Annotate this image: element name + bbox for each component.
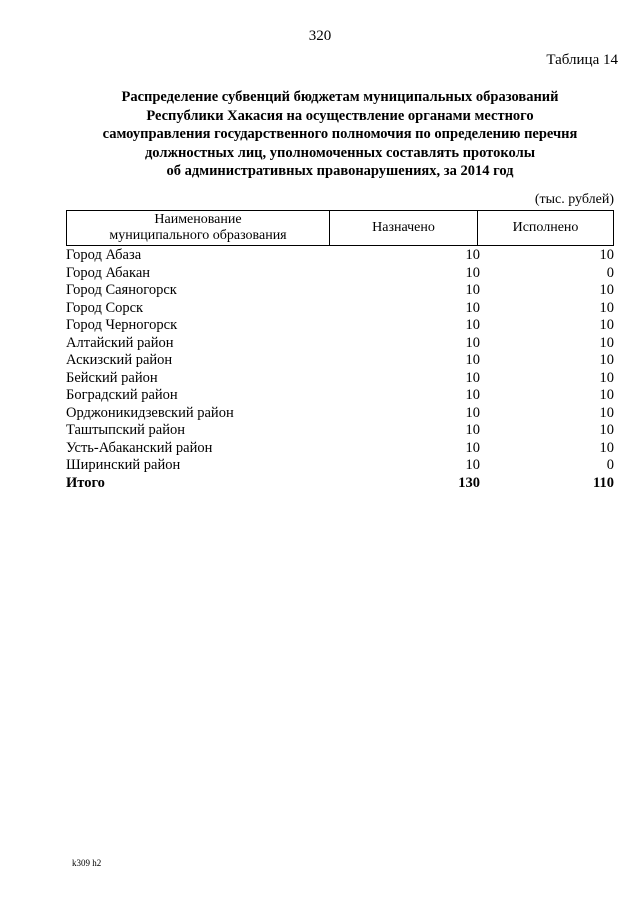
table-row — [66, 335, 614, 353]
row-name: Усть-Абаканский район — [66, 439, 213, 456]
row-assigned: 10 — [465, 422, 480, 438]
row-done: 10 — [599, 439, 614, 456]
row-assigned: 10 — [465, 299, 480, 316]
table-body — [66, 247, 614, 492]
row-done: 10 — [599, 404, 614, 421]
row-name: Город Абаза — [66, 247, 142, 263]
row-name: Город Саяногорск — [66, 282, 177, 298]
table-label: Таблица 14 — [546, 52, 618, 68]
row-done: 10 — [599, 387, 614, 403]
table-row — [66, 317, 614, 335]
row-name: Бейский район — [66, 369, 158, 386]
header-name-line-2: муниципального образования — [109, 228, 287, 243]
table-row — [66, 300, 614, 318]
table-header — [66, 210, 614, 246]
row-assigned: 10 — [465, 404, 480, 421]
row-name: Орджоникидзевский район — [66, 404, 234, 421]
row-name: Алтайский район — [66, 334, 174, 351]
total-name: Итого — [66, 474, 105, 491]
table-row — [66, 247, 614, 265]
table-row — [66, 282, 614, 300]
table-row — [66, 440, 614, 458]
row-done: 10 — [599, 369, 614, 386]
table-row — [66, 405, 614, 423]
row-done: 10 — [599, 422, 614, 438]
document-title — [40, 88, 640, 181]
table-row — [66, 370, 614, 388]
row-assigned: 10 — [465, 317, 480, 333]
row-name: Таштыпский район — [66, 422, 186, 438]
header-done: Исполнено — [512, 220, 579, 235]
header-name-line-1: Наименование — [154, 212, 242, 227]
footer-code: k309 h2 — [72, 858, 102, 868]
total-done: 110 — [593, 474, 614, 491]
page-number: 320 — [308, 28, 332, 44]
title-line-2: Республики Хакасия на осуществление органами местного — [146, 107, 534, 124]
title-line-3: самоуправления государственного полномочия по определению перечня — [102, 126, 578, 142]
table-row — [66, 457, 614, 475]
row-done: 0 — [606, 457, 614, 473]
row-name: Боградский район — [66, 387, 178, 403]
row-done: 0 — [606, 264, 614, 281]
row-name: Город Сорск — [66, 299, 144, 316]
title-line-4: должностных лиц, уполномоченных составлять протоколы — [144, 144, 536, 161]
row-done: 10 — [599, 282, 614, 298]
row-assigned: 10 — [465, 247, 480, 263]
row-assigned: 10 — [465, 282, 480, 298]
row-name: Город Черногорск — [66, 317, 178, 333]
row-name: Аскизский район — [66, 352, 173, 368]
title-line-1: Распределение субвенций бюджетам муниципальных образований — [121, 89, 559, 105]
row-name: Город Абакан — [66, 264, 151, 281]
row-assigned: 10 — [465, 439, 480, 456]
row-assigned: 10 — [465, 264, 480, 281]
row-done: 10 — [599, 334, 614, 351]
table-row — [66, 422, 614, 440]
row-assigned: 10 — [465, 352, 480, 368]
header-name — [67, 211, 330, 245]
header-assigned: Назначено — [330, 211, 478, 245]
table-row — [66, 352, 614, 370]
title-line-5: об административных правонарушениях, за 2014 год — [166, 163, 514, 179]
row-assigned: 10 — [465, 369, 480, 386]
row-name: Ширинский район — [66, 457, 181, 473]
total-assigned: 130 — [458, 474, 480, 491]
units-note: (тыс. рублей) — [534, 192, 614, 207]
row-done: 10 — [599, 299, 614, 316]
row-done: 10 — [599, 317, 614, 333]
row-done: 10 — [599, 247, 614, 263]
table-row — [66, 265, 614, 283]
table-total-row — [66, 475, 614, 493]
row-assigned: 10 — [465, 457, 480, 473]
row-assigned: 10 — [465, 387, 480, 403]
table-row — [66, 387, 614, 405]
row-assigned: 10 — [465, 334, 480, 351]
row-done: 10 — [599, 352, 614, 368]
